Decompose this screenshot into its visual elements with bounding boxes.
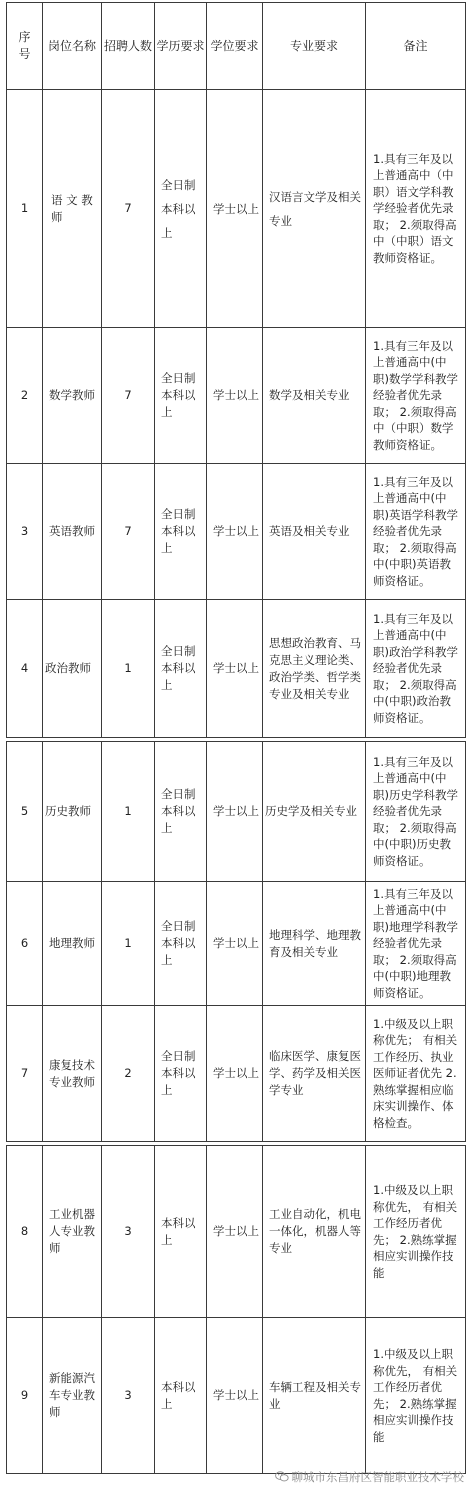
row-major: 思想政治教育、马克思主义理论类、政治学类、哲学类专业及相关专业	[263, 600, 366, 738]
row-notes: 1.中级及以上职称优先， 有相关工作经历者优先； 2.熟练掌握相应实训操作技能	[366, 1146, 466, 1318]
row-index: 1	[7, 90, 43, 328]
table-row	[7, 1006, 466, 1142]
row-position: 数学教师	[43, 328, 102, 464]
row-major: 数学及相关专业	[263, 328, 366, 464]
row-position: 语 文 教师	[43, 90, 102, 328]
row-count: 7	[102, 90, 155, 328]
row-count: 3	[102, 1318, 155, 1474]
row-position: 地理教师	[43, 882, 102, 1006]
row-notes: 1.具有三年及以上普通高中（中职）语文学科教学经验者优先录取； 2.须取得高中（中职）语文教师资格证。	[366, 90, 466, 328]
row-count: 1	[102, 742, 155, 882]
row-notes: 1.具有三年及以上普通高中(中职)政治学科教学经验者优先录取； 2.须取得高中(中职)政治教师资格证。	[366, 600, 466, 738]
row-degree: 学士以上	[207, 600, 263, 738]
row-notes: 1.中级及以上职称优先； 有相关工作经历、执业医师证者优先 2.熟练掌握相应临床实训操作、体格检查。	[366, 1006, 466, 1142]
row-degree: 学士以上	[207, 1146, 263, 1318]
recruitment-table-part-1	[6, 2, 466, 738]
row-index: 4	[7, 600, 43, 738]
row-major: 工业自动化，机电一体化，机器人等专业	[263, 1146, 366, 1318]
row-notes: 1.具有三年及以上普通高中(中职)历史学科教学经验者优先录取； 2.须取得高中(中职)历史教师资格证。	[366, 742, 466, 882]
wechat-icon	[275, 1471, 289, 1482]
table-row	[7, 328, 466, 464]
row-degree: 学士以上	[207, 1006, 263, 1142]
row-index: 9	[7, 1318, 43, 1474]
row-notes: 1.具有三年及以上普通高中(中职)地理学科教学经验者优先录取； 2.须取得高中(中职)地理教师资格证。	[366, 882, 466, 1006]
row-major: 地理科学、地理教育及相关专业	[263, 882, 366, 1006]
header-position: 岗位名称	[43, 3, 102, 90]
table-row	[7, 600, 466, 738]
header-index: 序号	[7, 3, 43, 90]
row-education: 全日制本科以上	[155, 328, 207, 464]
row-degree: 学士以上	[207, 742, 263, 882]
row-education: 全日制本科以上	[155, 464, 207, 600]
table-row	[7, 464, 466, 600]
row-notes: 1.具有三年及以上普通高中(中职)英语学科教学经验者优先录取； 2.须取得高中(中职)英语教师资格证。	[366, 464, 466, 600]
table-row	[7, 1146, 466, 1318]
row-degree: 学士以上	[207, 90, 263, 328]
header-degree: 学位要求	[207, 3, 263, 90]
row-education: 全日制本科以上	[155, 600, 207, 738]
row-major: 英语及相关专业	[263, 464, 366, 600]
row-degree: 学士以上	[207, 1318, 263, 1474]
row-major: 历史学及相关专业	[263, 742, 366, 882]
row-degree: 学士以上	[207, 328, 263, 464]
header-count: 招聘人数	[102, 3, 155, 90]
row-education: 全日制本科以上	[155, 742, 207, 882]
row-count: 1	[102, 600, 155, 738]
row-degree: 学士以上	[207, 882, 263, 1006]
row-index: 3	[7, 464, 43, 600]
recruitment-table-part-3	[6, 1145, 466, 1474]
row-education: 全日制本科以上	[155, 1006, 207, 1142]
row-count: 7	[102, 328, 155, 464]
row-position: 历史教师	[43, 742, 102, 882]
row-index: 5	[7, 742, 43, 882]
table-row	[7, 90, 466, 328]
row-index: 6	[7, 882, 43, 1006]
row-position: 工业机器人专业教师	[43, 1146, 102, 1318]
recruitment-table-part-2	[6, 741, 466, 1142]
row-education: 本科以上	[155, 1318, 207, 1474]
row-count: 2	[102, 1006, 155, 1142]
row-major: 汉语言文学及相关专业	[263, 90, 366, 328]
table-row	[7, 882, 466, 1006]
row-position: 康复技术专业教师	[43, 1006, 102, 1142]
row-count: 1	[102, 882, 155, 1006]
row-major: 临床医学、康复医学、药学及相关医学专业	[263, 1006, 366, 1142]
row-count: 7	[102, 464, 155, 600]
row-index: 8	[7, 1146, 43, 1318]
row-education: 本科以上	[155, 1146, 207, 1318]
row-position: 政治教师	[43, 600, 102, 738]
watermark-text: 聊城市东昌府区智能职业技术学校	[291, 1470, 464, 1484]
row-major: 车辆工程及相关专业	[263, 1318, 366, 1474]
row-position: 英语教师	[43, 464, 102, 600]
row-notes: 1.中级及以上职称优先， 有相关工作经历者优先； 2.熟练掌握相应实训操作技能	[366, 1318, 466, 1474]
row-position: 新能源汽车专业教师	[43, 1318, 102, 1474]
table-row	[7, 1318, 466, 1474]
row-degree: 学士以上	[207, 464, 263, 600]
row-education: 全日制本科以上	[155, 882, 207, 1006]
header-notes: 备注	[366, 3, 466, 90]
table-row	[7, 742, 466, 882]
row-notes: 1.具有三年及以上普通高中(中职)数学学科教学经验者优先录取； 2.须取得高中（中职）数学教师资格证。	[366, 328, 466, 464]
watermark	[275, 1469, 465, 1485]
row-index: 2	[7, 328, 43, 464]
header-major: 专业要求	[263, 3, 366, 90]
row-index: 7	[7, 1006, 43, 1142]
row-count: 3	[102, 1146, 155, 1318]
table-header-row	[7, 3, 466, 90]
row-education: 全日制本科以上	[155, 90, 207, 328]
header-education: 学历要求	[155, 3, 207, 90]
